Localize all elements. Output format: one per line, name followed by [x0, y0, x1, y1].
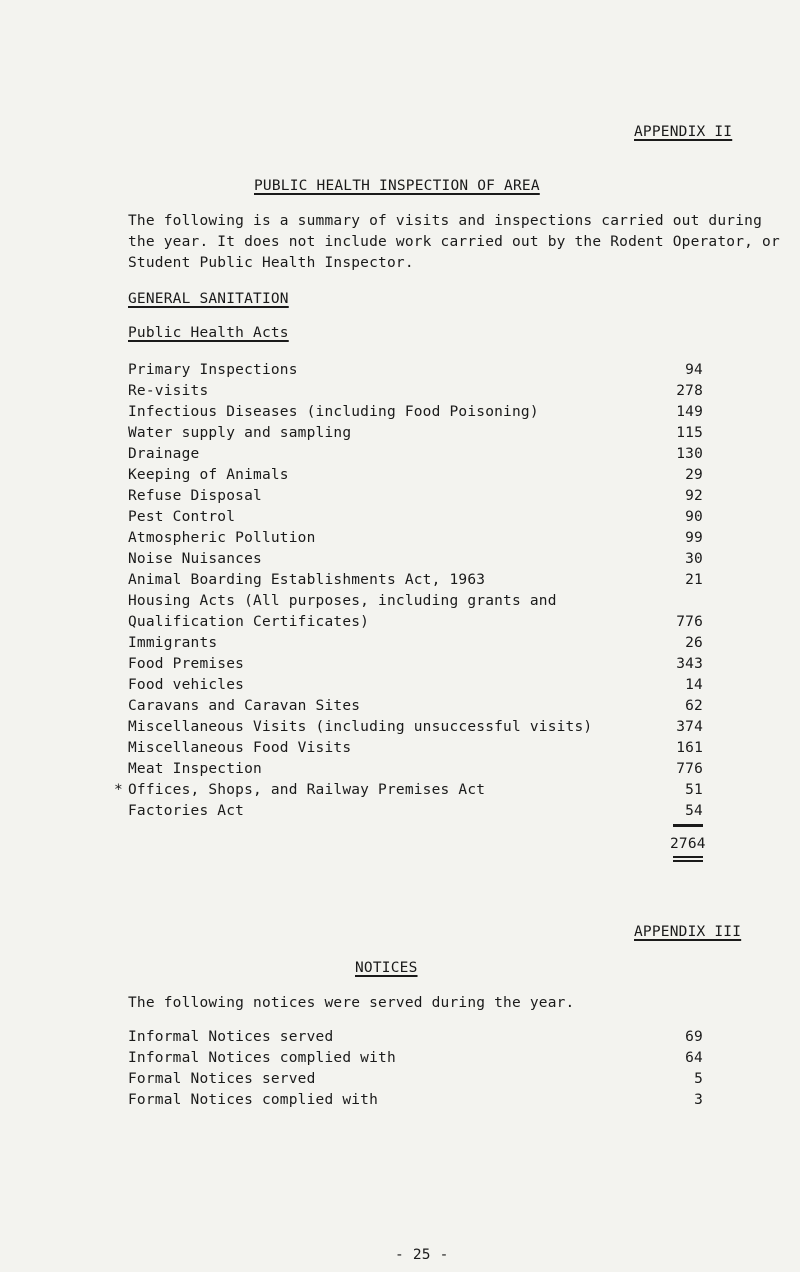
list-item: Noise Nuisances 30 — [128, 551, 703, 567]
list-item: Re-visits 278 — [128, 383, 703, 399]
intro-line-2: the year. It does not include work carried out by the Rodent Operator, or — [128, 234, 780, 250]
list-item: Housing Acts (All purposes, including grants and — [128, 593, 557, 609]
list-item: Animal Boarding Establishments Act, 1963 21 — [128, 572, 703, 588]
list-item: Refuse Disposal 92 — [128, 488, 703, 504]
list-item: Water supply and sampling 115 — [128, 425, 703, 441]
list-item: Formal Notices complied with 3 — [128, 1092, 703, 1108]
total-value: 2764 — [670, 836, 706, 852]
intro-line-1: The following is a summary of visits and inspections carried out during — [128, 213, 763, 229]
list-item: Food Premises 343 — [128, 656, 703, 672]
appendix-ii-heading: APPENDIX II — [634, 124, 733, 140]
list-item: Immigrants 26 — [128, 635, 703, 651]
subsection-heading: Public Health Acts — [128, 325, 289, 341]
section-heading: GENERAL SANITATION — [128, 291, 289, 307]
list-item: Primary Inspections 94 — [128, 362, 703, 378]
list-item: Drainage 130 — [128, 446, 703, 462]
page-title: PUBLIC HEALTH INSPECTION OF AREA — [254, 178, 540, 194]
list-item: Food vehicles 14 — [128, 677, 703, 693]
page-number: - 25 - — [395, 1247, 449, 1263]
list-item: Meat Inspection 776 — [128, 761, 703, 777]
list-item: Formal Notices served 5 — [128, 1071, 703, 1087]
notices-intro: The following notices were served during the year. — [128, 995, 575, 1011]
total-rule-bottom-2 — [673, 860, 703, 862]
list-item: Qualification Certificates) 776 — [128, 614, 703, 630]
notices-title: NOTICES — [355, 960, 418, 976]
total-rule-bottom-1 — [673, 856, 703, 858]
list-item: Keeping of Animals 29 — [128, 467, 703, 483]
list-item: Miscellaneous Food Visits 161 — [128, 740, 703, 756]
list-item: Informal Notices complied with 64 — [128, 1050, 703, 1066]
list-item: Miscellaneous Visits (including unsuccessful visits) 374 — [128, 719, 703, 735]
list-item: Atmospheric Pollution 99 — [128, 530, 703, 546]
total-rule-top — [673, 824, 703, 827]
list-item: Infectious Diseases (including Food Poisoning) 149 — [128, 404, 703, 420]
list-item: Factories Act 54 — [128, 803, 703, 819]
asterisk-mark: * — [114, 782, 123, 798]
appendix-iii-heading: APPENDIX III — [634, 924, 742, 940]
intro-line-3: Student Public Health Inspector. — [128, 255, 414, 271]
list-item: * Offices, Shops, and Railway Premises Act 51 — [114, 782, 703, 798]
list-item: Informal Notices served 69 — [128, 1029, 703, 1045]
list-item: Pest Control 90 — [128, 509, 703, 525]
list-item: Caravans and Caravan Sites 62 — [128, 698, 703, 714]
